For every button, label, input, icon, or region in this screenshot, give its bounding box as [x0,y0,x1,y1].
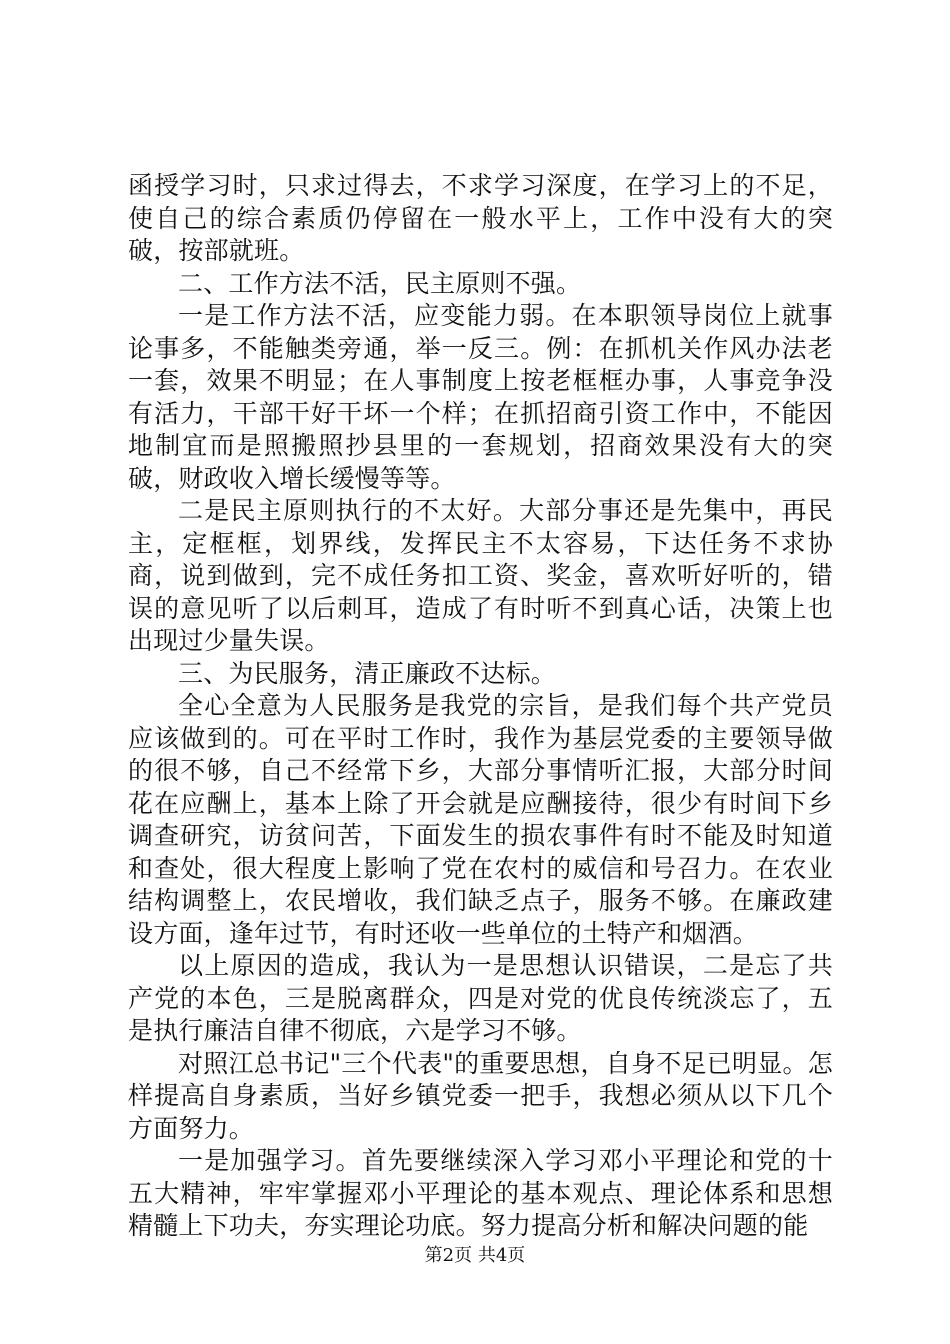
paragraph-work-method: 一是工作方法不活，应变能力弱。在本职领导岗位上就事论事多，不能触类旁通，举一反三。例：在抓机关作风办法老一套，效果不明显；在人事制度上按老框框办事，人事竞争没有活力，干部干好干坏一个样；在抓招商引资工作中，不能因地制宜而是照搬照抄县里的一套规划，招商效果没有大的突破，财政收入增长缓慢等等。 [128,301,833,493]
paragraph-serve-people: 全心全意为人民服务是我党的宗旨，是我们每个共产党员应该做到的。可在平时工作时，我作为基层党委的主要领导做的很不够，自己不经常下乡，大部分事情听汇报，大部分时间花在应酬上，基本上除了开会就是应酬接待，很少有时间下乡调查研究，访贫问苦，下面发生的损农事件有时不能及时知道和查处，很大程度上影响了党在农村的威信和号召力。在农业结构调整上，农民增收，我们缺乏点子，服务不够。在廉政建设方面，逢年过节，有时还收一些单位的土特产和烟酒。 [128,691,833,948]
paragraph-causes: 以上原因的造成，我认为一是思想认识错误，二是忘了共产党的本色，三是脱离群众，四是对党的优良传统淡忘了，五是执行廉洁自律不彻底，六是学习不够。 [128,951,833,1045]
section-heading-2: 二、工作方法不活，民主原则不强。 [178,268,582,298]
paragraph-continuation: 函授学习时，只求过得去，不求学习深度，在学习上的不足，使自己的综合素质仍停留在一般水平上，工作中没有大的突破，按部就班。 [128,171,833,265]
body-text [128,170,833,1243]
paragraph-strengthen-study: 一是加强学习。首先要继续深入学习邓小平理论和党的十五大精神，牢牢掌握邓小平理论的基本观点、理论体系和思想精髓上下功夫，夯实理论功底。努力提高分析和解决问题的能 [128,1146,833,1240]
section-heading-3: 三、为民服务，清正廉政不达标。 [178,658,557,688]
paragraph-three-represents: 对照江总书记"三个代表"的重要思想，自身不足已明显。怎样提高自身素质，当好乡镇党委一把手，我想必须从以下几个方面努力。 [128,1048,833,1143]
page-footer: 第2页 共4页 [424,1245,526,1266]
paragraph-democracy: 二是民主原则执行的不太好。大部分事还是先集中，再民主，定框框，划界线，发挥民主不太容易，下达任务不求协商，说到做到，完不成任务扣工资、奖金，喜欢听好听的，错误的意见听了以后刺耳，造成了有时听不到真心话，决策上也出现过少量失误。 [128,496,833,655]
